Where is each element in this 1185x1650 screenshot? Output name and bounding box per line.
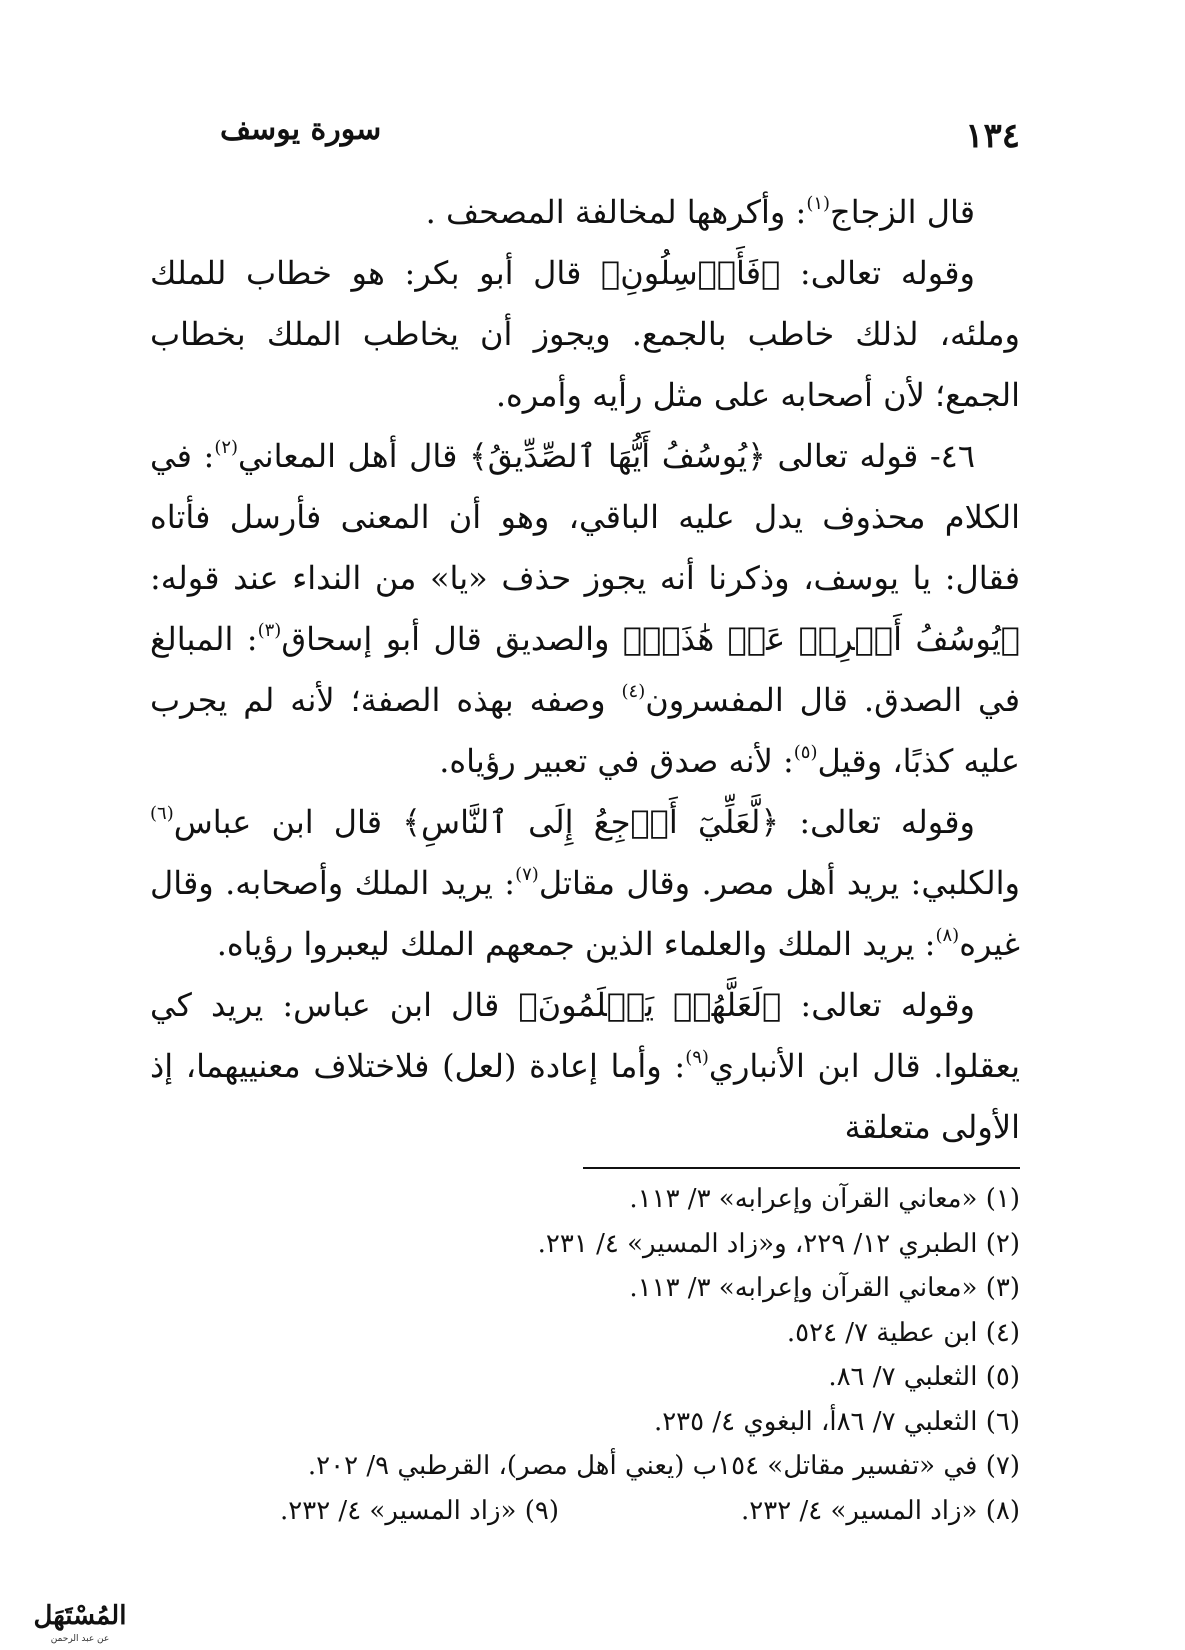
footnote-ref: (٢): [214, 437, 239, 458]
footnote-8: (٨) «زاد المسير» ٤/ ٢٣٢.: [741, 1495, 1020, 1526]
footnote-ref: (٥): [793, 742, 818, 763]
footnote-ref: (٣): [257, 620, 282, 641]
footnote-ref: (٧): [515, 864, 539, 885]
footnotes: [150, 1177, 1020, 1533]
text-segment: : المبالغ في الصدق. قال المفسرون: [150, 620, 1021, 719]
paragraph-2: [150, 243, 1020, 426]
text-segment: وصفه بهذه الصفة؛ لأنه لم يجرب عليه كذبًا، وقيل: [150, 681, 1020, 780]
footnote-ref: (٩): [685, 1047, 709, 1068]
footnote-1: (١) «معاني القرآن وإعرابه» ٣/ ١١٣.: [629, 1184, 1020, 1214]
text-segment: ٤٦- قوله تعالى ﴿يُوسُفُ أَيُّهَا ٱلصِّدِّيقُ﴾ قال أهل المعاني: [238, 437, 975, 475]
text-segment: وقوله تعالى: ﴿لَّعَلِّيٓ أَرۡجِعُ إِلَى ٱلنَّاسِ﴾ قال ابن عباس: [173, 803, 975, 841]
text-segment: قال الزجاج: [830, 193, 975, 231]
footnote-ref: (٤): [621, 681, 646, 702]
text-segment: : وأكرهها لمخالفة المصحف .: [425, 193, 807, 231]
footnote-ref: (١): [806, 193, 831, 214]
logo-subtext: عن عبد الرحمن: [50, 1634, 110, 1644]
text-segment: وقوله تعالى: ﴿لَعَلَّهُمۡ يَعۡلَمُونَ﴾ قال ابن عباس: يريد كي يعقلوا. قال ابن الأنباري: [150, 986, 1021, 1085]
footnote-separator: [583, 1167, 1020, 1169]
footnote-3: (٣) «معاني القرآن وإعرابه» ٣/ ١١٣.: [629, 1273, 1020, 1303]
main-text: [150, 182, 1020, 1158]
text-segment: : وأما إعادة (لعل) فلاختلاف معنييهما، إذ الأولى متعلقة: [150, 1047, 1020, 1146]
page-header: [150, 110, 1020, 170]
footnote-row-8-9: [150, 1489, 1020, 1534]
text-segment: : يريد الملك والعلماء الذين جمعهم الملك ليعبروا رؤياه.: [216, 925, 936, 963]
paragraph-4: [150, 792, 1020, 975]
footnote-5: (٥) الثعلبي ٧/ ٨٦.: [828, 1362, 1020, 1392]
footnote-9: (٩) «زاد المسير» ٤/ ٢٣٢.: [280, 1495, 559, 1526]
paragraph-1: [150, 182, 1020, 243]
footnote-2: (٢) الطبري ١٢/ ٢٢٩، و«زاد المسير» ٤/ ٢٣١.: [537, 1228, 1020, 1259]
text-segment: : لأنه صدق في تعبير رؤياه.: [439, 742, 794, 780]
footnote-ref: (٦): [150, 803, 174, 824]
running-title: سورة يوسف: [220, 112, 382, 147]
footnote-7: (٧) في «تفسير مقاتل» ١٥٤ب (يعني أهل مصر)، القرطبي ٩/ ٢٠٢.: [307, 1451, 1020, 1481]
footnote-4: (٤) ابن عطية ٧/ ٥٢٤.: [786, 1317, 1020, 1348]
footnote-ref: (٨): [935, 925, 960, 946]
paragraph-3: [150, 426, 1020, 792]
publisher-logo: [15, 1590, 145, 1645]
text-segment: : في الكلام محذوف يدل عليه الباقي، وهو أن المعنى فأرسل فأتاه فقال: يا يوسف، وذكرنا أنه يجوز حذف «يا» من النداء عند قوله: ﴿يُوسُفُ أَعۡرِضۡ عَنۡ هَٰذَاۚ﴾ والصديق قال أبو إسحاق: [150, 437, 1021, 658]
paragraph-5: [150, 975, 1020, 1158]
page-number: ١٣٤: [965, 116, 1020, 156]
text-segment: : يريد الملك وأصحابه. وقال غيره: [150, 864, 1020, 963]
footnote-6: (٦) الثعلبي ٧/ ٨٦أ، البغوي ٤/ ٢٣٥.: [653, 1406, 1020, 1437]
logo-text: المُسْتَهَل: [33, 1601, 127, 1631]
text-segment: والكلبي: يريد أهل مصر. وقال مقاتل: [538, 864, 1021, 902]
text-segment: وقوله تعالى: ﴿فَأَرۡسِلُونِ﴾ قال أبو بكر: هو خطاب للملك وملئه، لذلك خاطب بالجمع. ويجوز أن يخاطب الملك بخطاب الجمع؛ لأن أصحابه على مثل رأيه وأمره.: [150, 254, 1020, 414]
